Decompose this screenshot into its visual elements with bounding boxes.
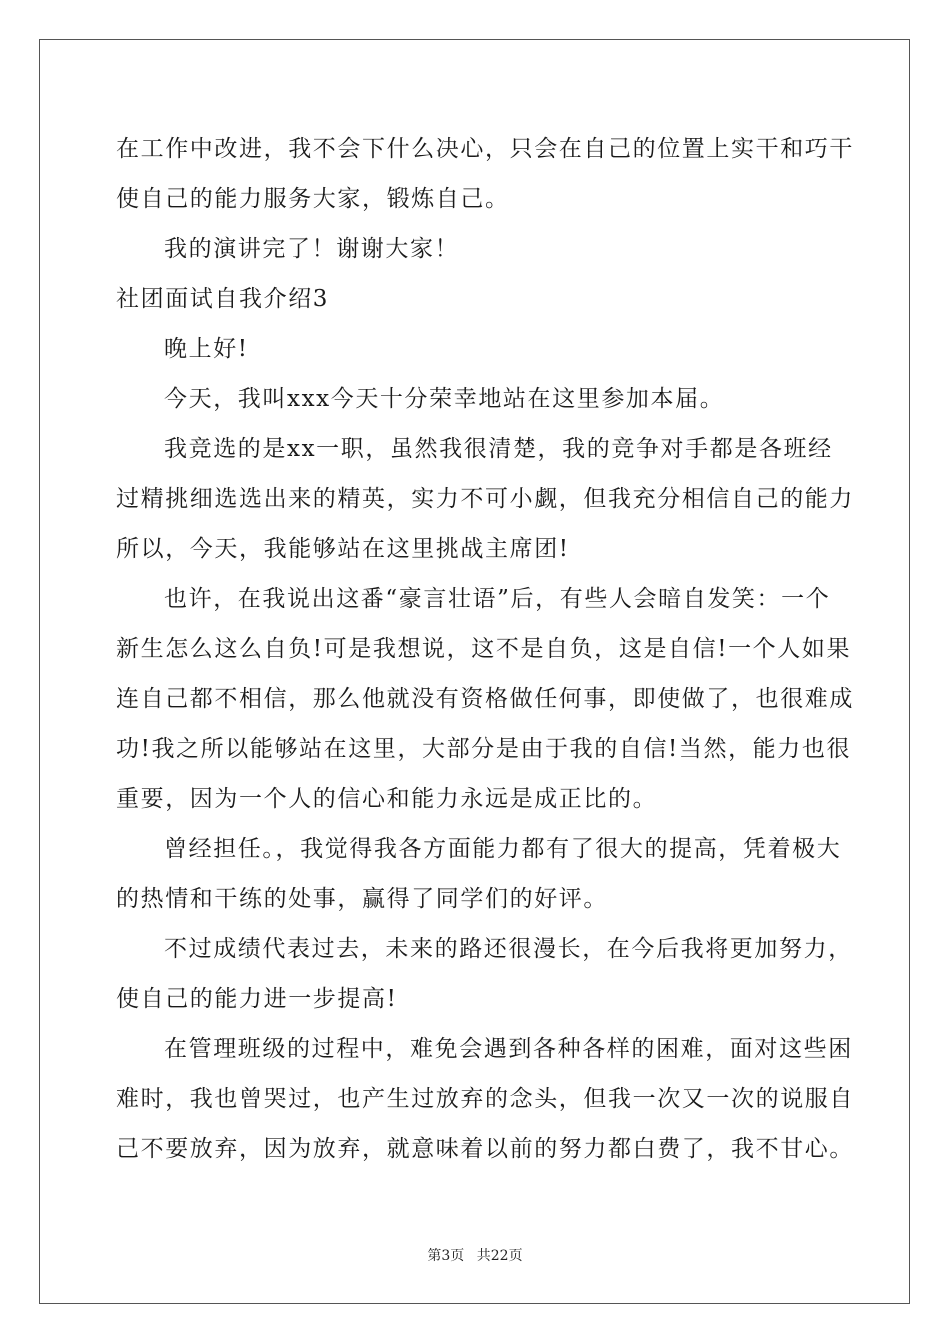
page-number: 第3页 (427, 1248, 465, 1264)
section-heading: 社团面试自我介绍3 (116, 286, 330, 312)
text-line-10: 也许，在我说出这番“豪言壮语”后，有些人会暗自发笑：一个 (164, 586, 831, 612)
text-line-3: 我的演讲完了！谢谢大家！ (164, 236, 460, 262)
text-line-12: 连自己都不相信，那么他就没有资格做任何事，即使做了，也很难成 (116, 686, 854, 712)
text-line-16: 的热情和干练的处事，赢得了同学们的好评。 (116, 886, 608, 912)
text-line-9: 所以，今天，我能够站在这里挑战主席团! (116, 536, 570, 562)
text-line-14: 重要，因为一个人的信心和能力永远是成正比的。 (116, 786, 658, 812)
text-line-6: 今天，我叫xxx今天十分荣幸地站在这里参加本届。 (164, 386, 725, 412)
text-line-5: 晚上好! (164, 336, 249, 362)
text-line-8: 过精挑细选选出来的精英，实力不可小觑，但我充分相信自己的能力 (116, 486, 854, 512)
text-line-11: 新生怎么这么自负!可是我想说，这不是自负，这是自信!一个人如果 (116, 636, 852, 662)
text-line-1: 在工作中改进，我不会下什么决心，只会在自己的位置上实干和巧干 (116, 136, 854, 162)
page-footer (0, 1246, 950, 1266)
document-body (116, 124, 854, 1174)
text-line-19: 在管理班级的过程中，难免会遇到各种各样的困难，面对这些困 (164, 1036, 853, 1062)
text-line-15: 曾经担任。，我觉得我各方面能力都有了很大的提高，凭着极大 (164, 836, 842, 862)
text-line-20: 难时，我也曾哭过，也产生过放弃的念头，但我一次又一次的说服自 (116, 1086, 854, 1112)
text-line-18: 使自己的能力进一步提高! (116, 986, 398, 1012)
text-line-13: 功!我之所以能够站在这里，大部分是由于我的自信!当然，能力也很 (116, 736, 852, 762)
text-line-21: 己不要放弃，因为放弃，就意味着以前的努力都白费了，我不甘心。 (116, 1136, 854, 1162)
text-line-2: 使自己的能力服务大家，锻炼自己。 (116, 186, 510, 212)
page-total: 共22页 (476, 1248, 523, 1264)
text-line-17: 不过成绩代表过去，未来的路还很漫长，在今后我将更加努力， (164, 936, 853, 962)
text-line-7: 我竞选的是xx一职，虽然我很清楚，我的竞争对手都是各班经 (164, 436, 833, 462)
